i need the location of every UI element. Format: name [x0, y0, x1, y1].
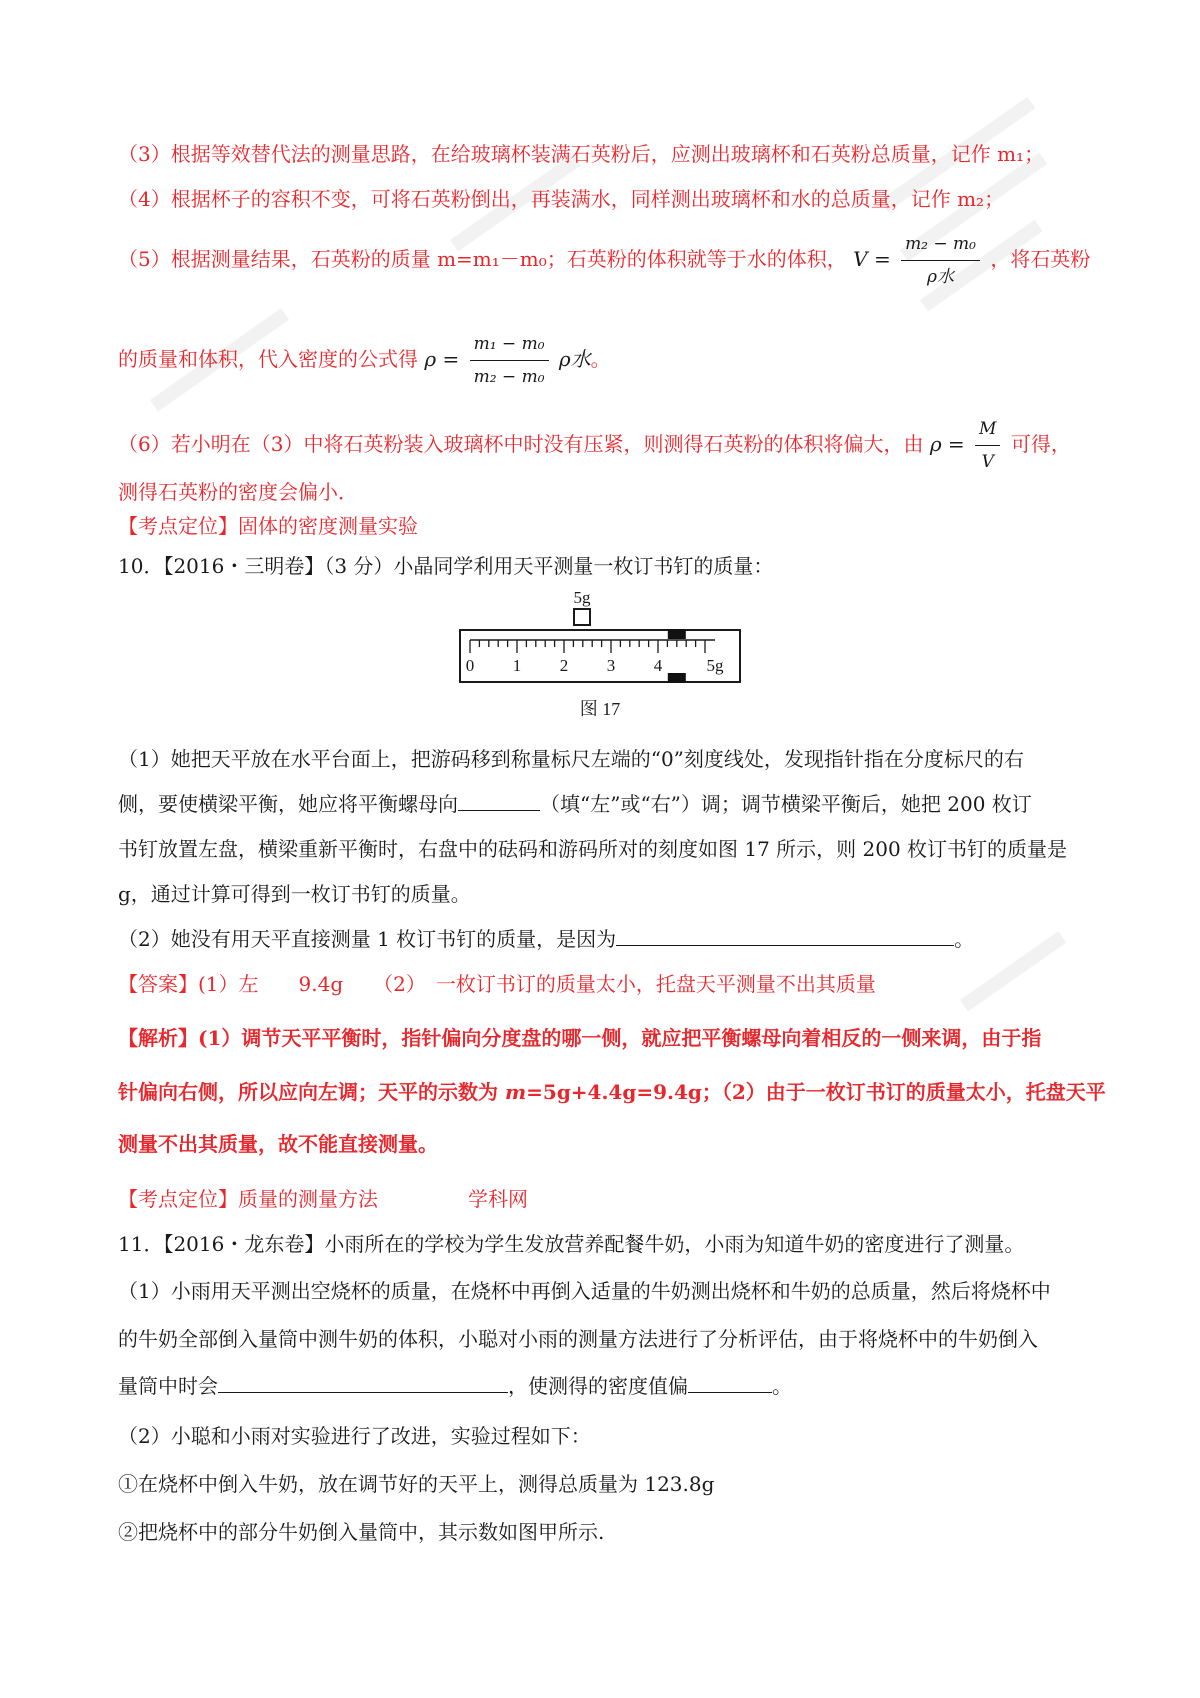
q11-step1: ①在烧杯中倒入牛奶，放在调节好的天平上，测得总质量为 123.8g: [118, 1472, 715, 1496]
density-formula-lhs: ρ =: [929, 432, 965, 456]
density-water: ρ水: [558, 347, 591, 371]
q9-step5-line1: [118, 230, 1090, 291]
density-lhs: ρ =: [424, 347, 460, 371]
q11-step2: ②把烧杯中的部分牛奶倒入量筒中，其示数如图甲所示.: [118, 1520, 605, 1544]
rider-top: [668, 629, 686, 639]
q9-step5-text: （5）根据测量结果，石英粉的质量 m=m₁－m₀；石英粉的体积就等于水的体积，: [118, 247, 847, 271]
q9-step5-tail: ，将石英粉: [990, 247, 1091, 271]
site-name: 学科网: [468, 1187, 528, 1211]
density-fraction: [470, 330, 549, 391]
q10-analysis-line3: 测量不出其质量，故不能直接测量。: [118, 1132, 438, 1156]
q11-p1-line2: 的牛奶全部倒入量筒中测牛奶的体积，小聪对小雨的测量方法进行了分析评估，由于将烧杯中的牛奶倒入: [118, 1327, 1038, 1351]
ruler-tick-label: 3: [606, 656, 616, 675]
q11-p1-text2: ，使测得的密度值偏: [508, 1374, 688, 1398]
q9-step5-line2: [118, 330, 611, 391]
q10-p1-line1: （1）她把天平放在水平台面上，把游码移到称量标尺左端的“0”刻度线处，发现指针指在分度标尺的右: [118, 747, 1024, 771]
q10-kaodian-text: 【考点定位】质量的测量方法: [118, 1187, 378, 1211]
q11-p1-line1: （1）小雨用天平测出空烧杯的质量，在烧杯中再倒入适量的牛奶测出烧杯和牛奶的总质量，然后将烧杯中: [118, 1279, 1051, 1303]
weight-label: 5g: [573, 588, 591, 607]
ruler-tick-label: 0: [465, 656, 475, 675]
q9-step6-text: （6）若小明在（3）中将石英粉装入玻璃杯中时没有压紧，则测得石英粉的体积将偏大，由: [118, 432, 924, 456]
density-numerator: m₁ − m₀: [473, 334, 545, 354]
figure-caption: 图 17: [579, 699, 621, 719]
ruler-frame: [460, 630, 740, 682]
q10-p1-line2: [118, 790, 1032, 818]
q9-step5-end: 。: [590, 347, 611, 371]
volume-fraction: [901, 230, 980, 291]
answer-blank-direction[interactable]: [458, 790, 540, 811]
rider-bottom: [668, 673, 686, 683]
ruler-tick-label: 1: [512, 656, 522, 675]
q10-p1-line4: g，通过计算可得到一枚订书钉的质量。: [118, 882, 471, 906]
q10-analysis-text2: =5g+4.4g=9.4g；（2）由于一枚订书订的质量太小，托盘天平: [526, 1080, 1106, 1104]
density-formula-numerator: M: [979, 419, 997, 439]
q9-step6-line1: [118, 415, 1071, 476]
q10-p1-line3: 书钉放置左盘，横梁重新平衡时，右盘中的砝码和游码所对的刻度如图 17 所示，则 200 枚订书钉的质量是: [118, 837, 1068, 861]
q10-p1-text: 侧，要使横梁平衡，她应将平衡螺母向: [118, 792, 458, 816]
density-denominator: m₂ − m₀: [470, 360, 549, 391]
q11-p2: （2）小聪和小雨对实验进行了改进，实验过程如下：: [118, 1424, 591, 1448]
volume-lhs: V =: [853, 247, 891, 271]
q9-step4: （4）根据杯子的容积不变，可将石英粉倒出，再装满水，同样测出玻璃杯和水的总质量，记作 m₂；: [118, 187, 1005, 211]
weight-icon: [574, 609, 590, 625]
ruler-tick-labels: [466, 656, 724, 675]
q9-step5-text2: 的质量和体积，代入密度的公式得: [118, 347, 418, 371]
q10-p2-text: （2）她没有用天平直接测量 1 枚订书钉的质量，是因为: [118, 927, 617, 951]
q9-step6-line2: 测得石英粉的密度会偏小．: [118, 480, 358, 504]
q10-p2: [118, 925, 974, 953]
q11-p1-text: 量筒中时会: [118, 1374, 218, 1398]
balance-scale-figure: [440, 585, 760, 725]
q10-analysis-line1: 【解析】(1）调节天平平衡时，指针偏向分度盘的哪一侧，就应把平衡螺母向着相反的一侧来调，由于指: [118, 1026, 1042, 1050]
q11-stem: 11．【2016・龙东卷】小雨所在的学校为学生发放营养配餐牛奶，小雨为知道牛奶的密度进行了测量。: [118, 1232, 1025, 1256]
q10-analysis-line2: [118, 1078, 1106, 1106]
ruler-tick-label: 5g: [706, 656, 724, 675]
mass-symbol: m: [504, 1080, 527, 1104]
ruler-ticks: [470, 640, 705, 653]
ruler-tick-label: 2: [559, 656, 569, 675]
q10-stem: 10．【2016・三明卷】（3 分）小晶同学利用天平测量一枚订书钉的质量：: [118, 554, 774, 578]
q11-p1-line3: [118, 1372, 792, 1400]
volume-numerator: m₂ − m₀: [905, 234, 976, 254]
q10-p1-text2: （填“左”或“右”）调；调节横梁平衡后，她把 200 枚订: [540, 792, 1032, 816]
q9-step3: （3）根据等效替代法的测量思路，在给玻璃杯装满石英粉后，应测出玻璃杯和石英粉总质量，记作 m₁；: [118, 142, 1045, 166]
ruler-tick-label: 4: [653, 656, 663, 675]
q9-kaodian: 【考点定位】固体的密度测量实验: [118, 514, 418, 538]
q10-analysis-text: 针偏向右侧，所以应向左调；天平的示数为: [118, 1080, 505, 1104]
q9-step6-tail: 可得，: [1010, 432, 1071, 456]
q10-answer: 【答案】(1）左 9.4g （2） 一枚订书订的质量太小，托盘天平测量不出其质量: [118, 972, 876, 996]
answer-blank-bias[interactable]: [688, 1372, 772, 1393]
q10-kaodian: [118, 1185, 528, 1213]
answer-blank-reason[interactable]: [616, 925, 954, 946]
volume-denominator: ρ水: [901, 260, 980, 291]
density-formula-fraction: [975, 415, 1000, 476]
answer-blank-cause[interactable]: [218, 1372, 508, 1393]
q10-p2-end: 。: [954, 927, 975, 951]
density-formula-denominator: V: [975, 445, 1000, 476]
q11-p1-end: 。: [772, 1374, 792, 1398]
